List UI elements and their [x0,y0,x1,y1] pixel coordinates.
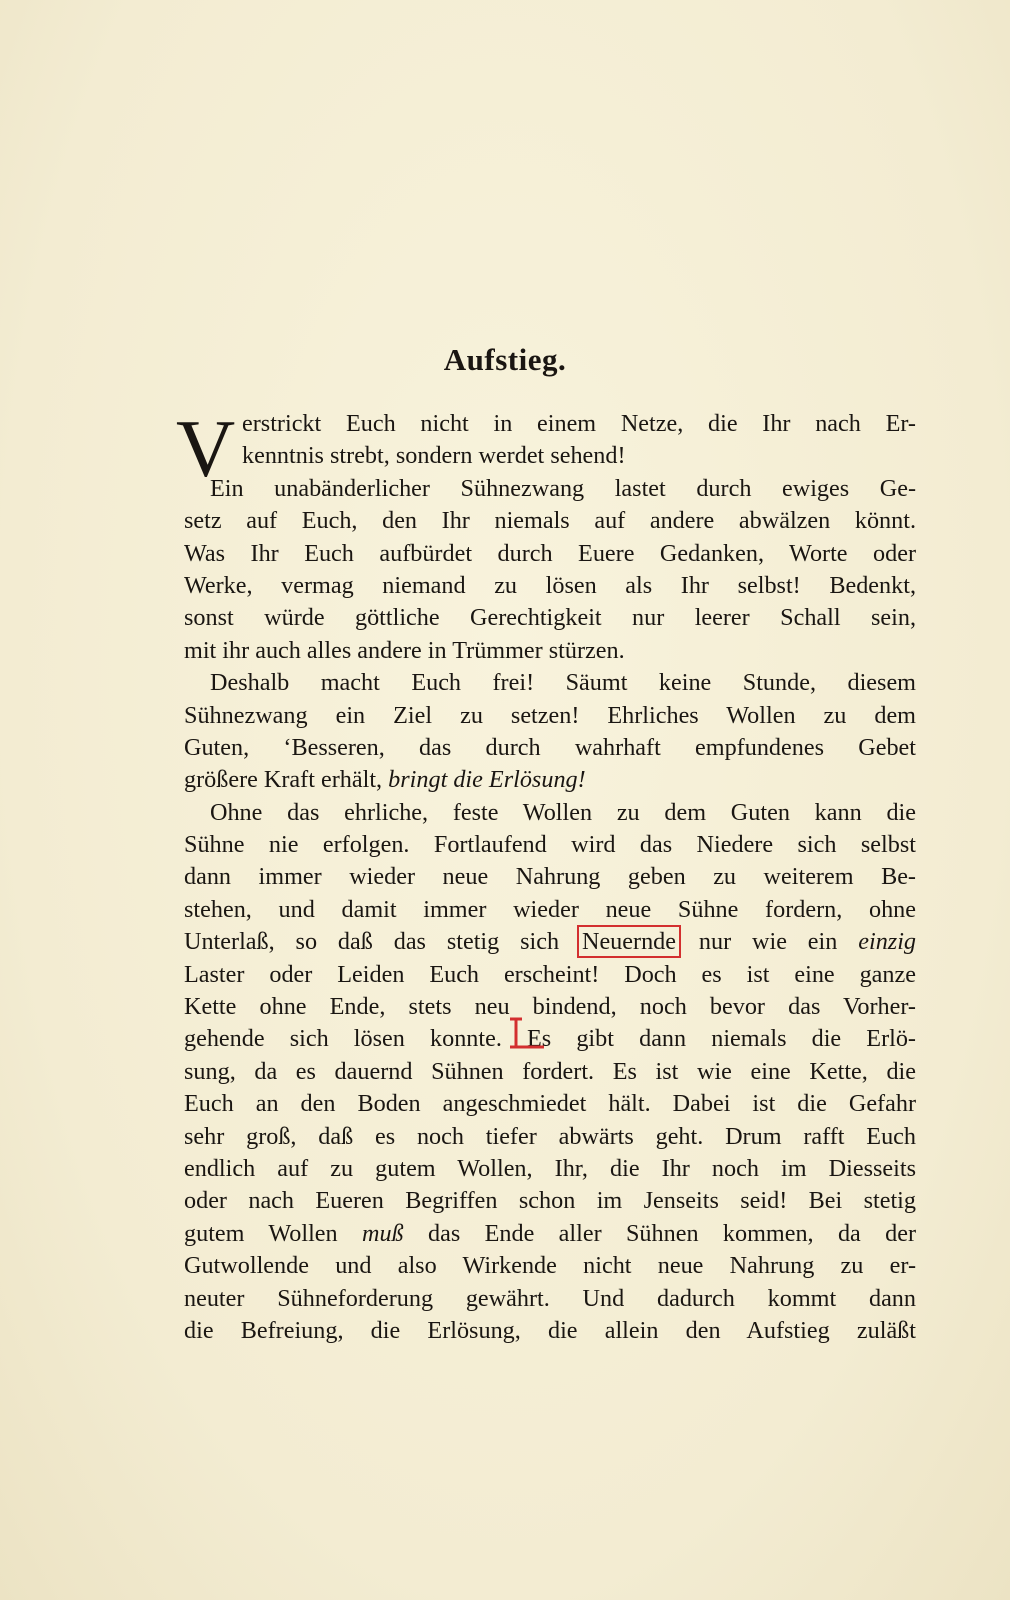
text-fragment: gutem Wollen [184,1219,338,1247]
text-line [184,926,916,958]
italic-word: muß [362,1219,404,1247]
highlighted-word: Neuernde [581,928,676,956]
text-line: Laster oder Leiden Euch erscheint! Doch es ist eine ganze [184,960,916,988]
text-line: Sühnezwang ein Ziel zu setzen! Ehrliches Wollen zu dem [184,701,916,729]
text-line: endlich auf zu gutem Wollen, Ihr, die Ihr noch im Diesseits [184,1154,916,1182]
text-line: Sühne nie erfolgen. Fortlaufend wird das Niedere sich selbst [184,831,916,859]
text-line: stehen, und damit immer wieder neue Sühne fordern, ohne [184,895,916,923]
text-line: neuter Sühneforderung gewährt. Und dadurch kommt dann [184,1284,916,1312]
text-line: Was Ihr Euch aufbürdet durch Euere Gedanken, Worte oder [184,539,916,567]
text-line: Gutwollende und also Wirkende nicht neue Nahrung zu er- [184,1252,916,1280]
drop-cap: V [176,403,236,494]
text-fragment: größere Kraft erhält, [184,766,383,794]
text-line: sehr groß, daß es noch tiefer abwärts geht. Drum rafft Euch [184,1122,916,1150]
text-line: kenntnis strebt, sondern werdet sehend! [242,442,626,470]
page-title: Aufstieg. [443,342,567,377]
insertion-mark-icon [508,1016,546,1052]
text-line: Ein unabänderlicher Sühnezwang lastet durch ewiges Ge- [210,474,916,502]
text-fragment: das Ende aller Sühnen kommen, da der [428,1219,917,1247]
text-line: Euch an den Boden angeschmiedet hält. Dabei ist die Gefahr [184,1090,916,1118]
text-line: Ohne das ehrliche, feste Wollen zu dem Guten kann die [210,798,916,826]
text-line: sonst würde göttliche Gerechtigkeit nur leerer Schall sein, [184,604,916,632]
text-line [184,764,916,796]
italic-word: einzig [858,928,917,956]
text-line [184,1218,916,1250]
text-line: erstrickt Euch nicht in einem Netze, die Ihr nach Er- [242,410,916,437]
text-line: die Befreiung, die Erlösung, die allein den Aufstieg zuläßt [184,1316,916,1344]
text-line: Kette ohne Ende, stets neu bindend, noch bevor das Vorher- [184,993,916,1021]
italic-phrase: bringt die Erlösung! [388,766,586,794]
text-line: mit ihr auch alles andere in Trümmer stürzen. [184,636,625,664]
text-line: sung, da es dauernd Sühnen fordert. Es ist wie eine Kette, die [184,1057,916,1085]
text-line: Guten, ʻBesseren, das durch wahrhaft empfundenes Gebet [184,733,916,761]
text-line: dann immer wieder neue Nahrung geben zu weiterem Be- [184,863,916,891]
text-fragment: nur wie ein [698,928,838,956]
text-line: setz auf Euch, den Ihr niemals auf andere abwälzen könnt. [184,507,916,535]
text-fragment: Unterlaß, so daß das stetig sich [184,928,560,956]
text-line: Werke, vermag niemand zu lösen als Ihr selbst! Bedenkt, [184,571,916,599]
text-line: gehende sich lösen konnte. Es gibt dann niemals die Erlö- [184,1025,916,1053]
text-line: oder nach Eueren Begriffen schon im Jenseits seid! Bei stetig [184,1187,916,1215]
text-line: Deshalb macht Euch frei! Säumt keine Stunde, diesem [210,669,916,697]
body-text [176,403,917,1347]
